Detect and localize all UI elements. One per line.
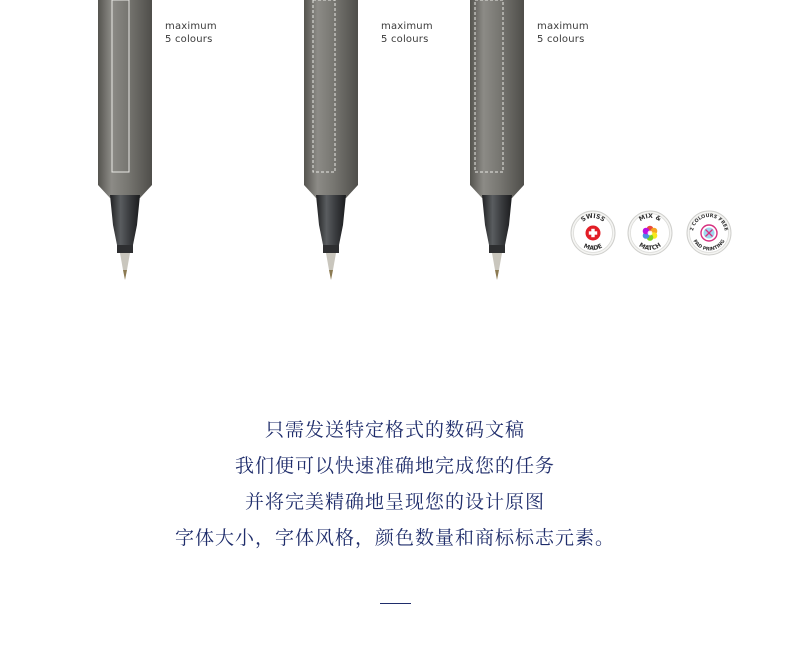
description-line-3: 并将完美精确地呈现您的设计原图: [244, 491, 545, 513]
badge-top-text: 2 COLOURS FREE: [690, 213, 728, 232]
spec-colours: 5 colours: [381, 34, 429, 45]
feature-badges: [570, 210, 735, 260]
badge-bottom-text: PAD PRINTING: [691, 239, 727, 253]
description-line-2: 我们便可以快速准确地完成您的任务: [234, 455, 555, 477]
description-line-4: 字体大小，字体风格，颜色数量和商标标志元素。: [174, 527, 615, 549]
spec-colours: 5 colours: [537, 34, 585, 45]
swiss-cross-icon: [586, 226, 601, 241]
spec-label-pen-3: [537, 20, 589, 46]
badge-top-text: MIX &: [637, 212, 663, 224]
color-wheel-icon: [643, 226, 658, 241]
pen-illustration: [95, 0, 155, 285]
pen-illustration: [467, 0, 527, 285]
pen-product-1: [95, 0, 155, 285]
pad-printing-badge: [686, 210, 732, 256]
pen-product-3: [467, 0, 527, 285]
spec-label-pen-1: [165, 20, 217, 46]
spec-maximum: maximum: [381, 21, 433, 32]
spec-maximum: maximum: [537, 21, 589, 32]
pen-product-2: [301, 0, 361, 285]
swiss-made-badge: [570, 210, 616, 256]
spec-maximum: maximum: [165, 21, 217, 32]
pen-illustration: [301, 0, 361, 285]
badge-bottom-text: MATCH: [637, 241, 663, 253]
badge-top-text: SWISS: [579, 212, 607, 224]
spec-colours: 5 colours: [165, 34, 213, 45]
service-description: [0, 412, 790, 556]
badge-bottom-text: MADE: [582, 242, 604, 253]
section-divider: [380, 603, 411, 604]
mix-match-badge: [627, 210, 673, 256]
description-line-1: 只需发送特定格式的数码文稿: [264, 419, 525, 441]
spec-label-pen-2: [381, 20, 433, 46]
